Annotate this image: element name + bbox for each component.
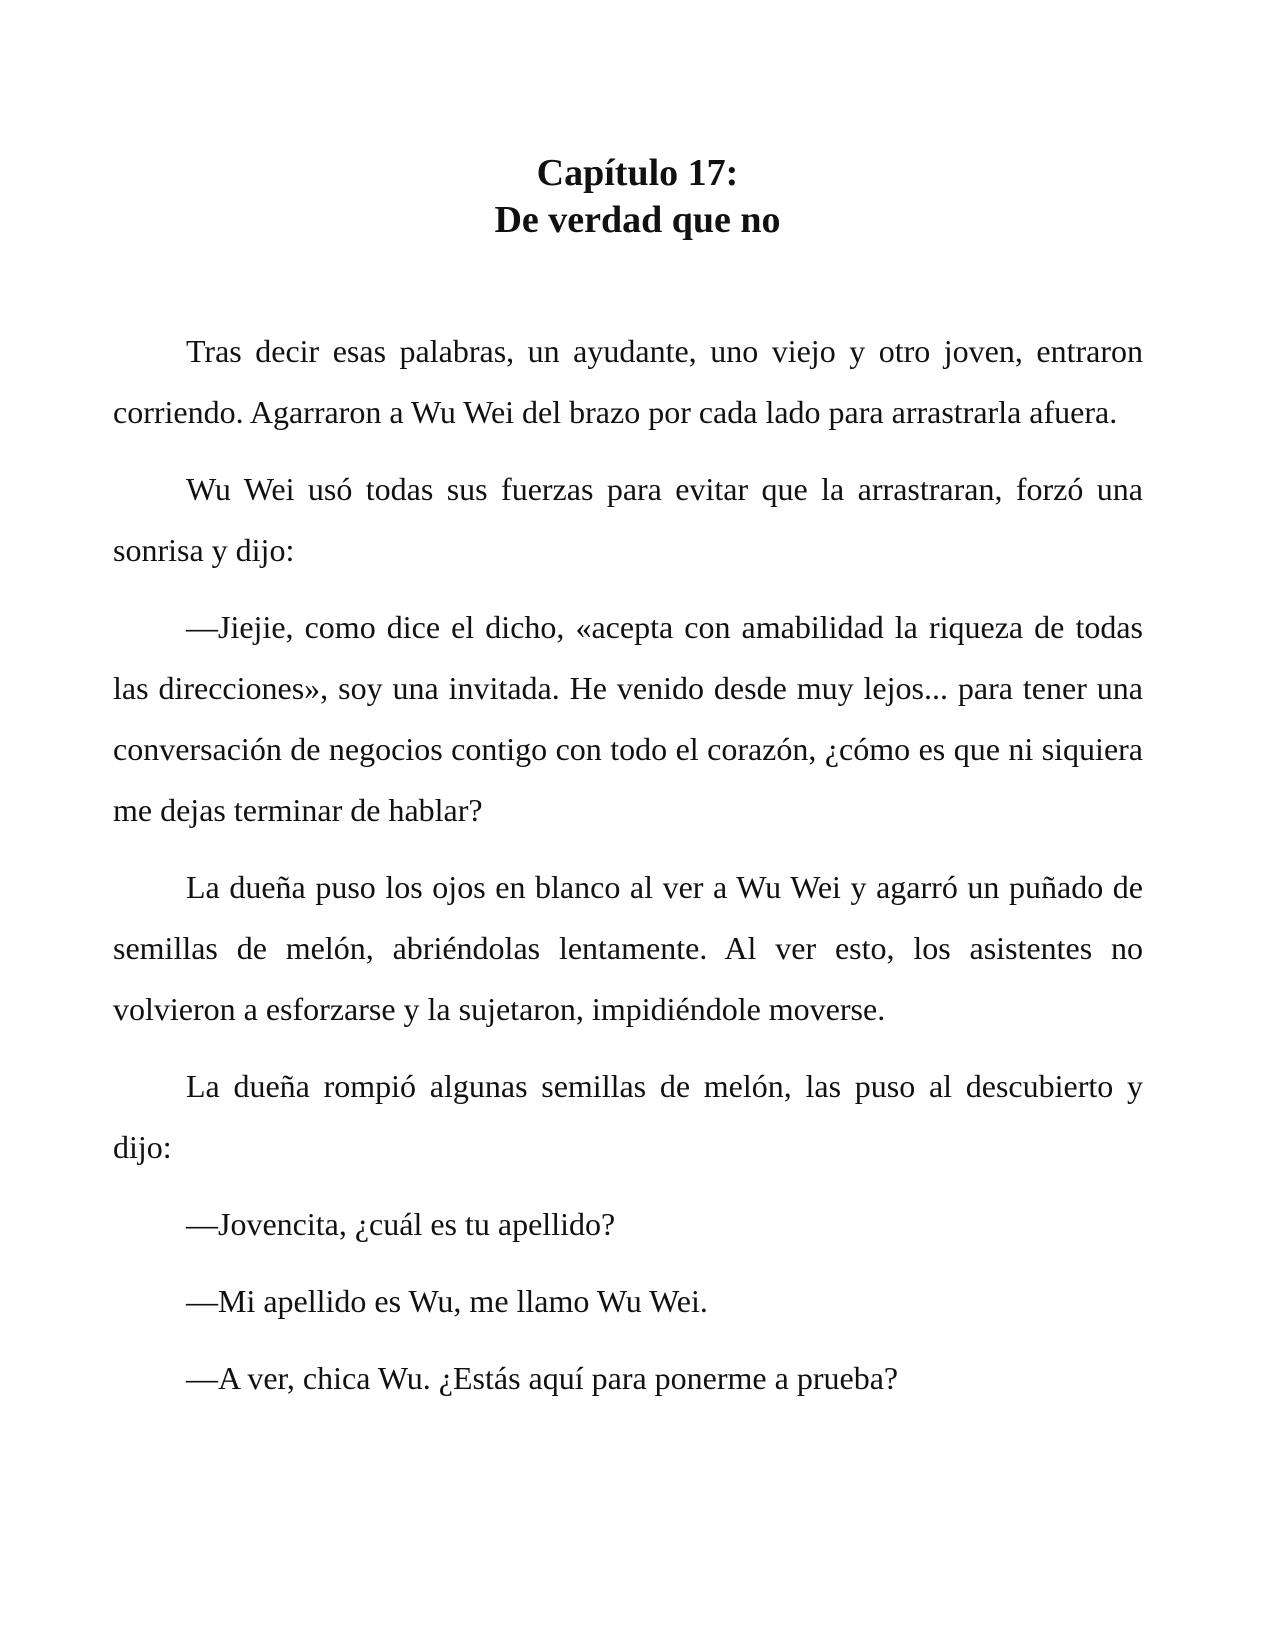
chapter-heading xyxy=(0,150,1275,244)
body-text xyxy=(113,321,1143,1425)
chapter-number: Capítulo 17: xyxy=(536,152,739,194)
paragraph: La dueña puso los ojos en blanco al ver a Wu Wei y agarró un puñado de semillas de melón, abriéndolas lentamente. Al ver esto, los asistentes no volvieron a esforzarse y la sujetaron, impidiéndole moverse. xyxy=(113,869,1143,1027)
paragraph: Wu Wei usó todas sus fuerzas para evitar que la arrastraran, forzó una sonrisa y dijo: xyxy=(113,471,1143,568)
dialogue-line: —Mi apellido es Wu, me llamo Wu Wei. xyxy=(186,1283,708,1319)
paragraph: La dueña rompió algunas semillas de melón, las puso al descubierto y dijo: xyxy=(113,1068,1143,1165)
dialogue-line: —Jovencita, ¿cuál es tu apellido? xyxy=(186,1206,616,1242)
chapter-title: De verdad que no xyxy=(494,199,781,241)
paragraph: Tras decir esas palabras, un ayudante, uno viejo y otro joven, entraron corriendo. Agarraron a Wu Wei del brazo por cada lado para arrastrarla afuera. xyxy=(113,333,1143,430)
paragraph: —Jiejie, como dice el dicho, «acepta con amabilidad la riqueza de todas las direcciones», soy una invitada. He venido desde muy lejos... para tener una conversación de negocios contigo con todo el corazón, ¿cómo es que ni siquiera me dejas terminar de hablar? xyxy=(113,609,1143,828)
dialogue-line: —A ver, chica Wu. ¿Estás aquí para ponerme a prueba? xyxy=(186,1360,899,1396)
